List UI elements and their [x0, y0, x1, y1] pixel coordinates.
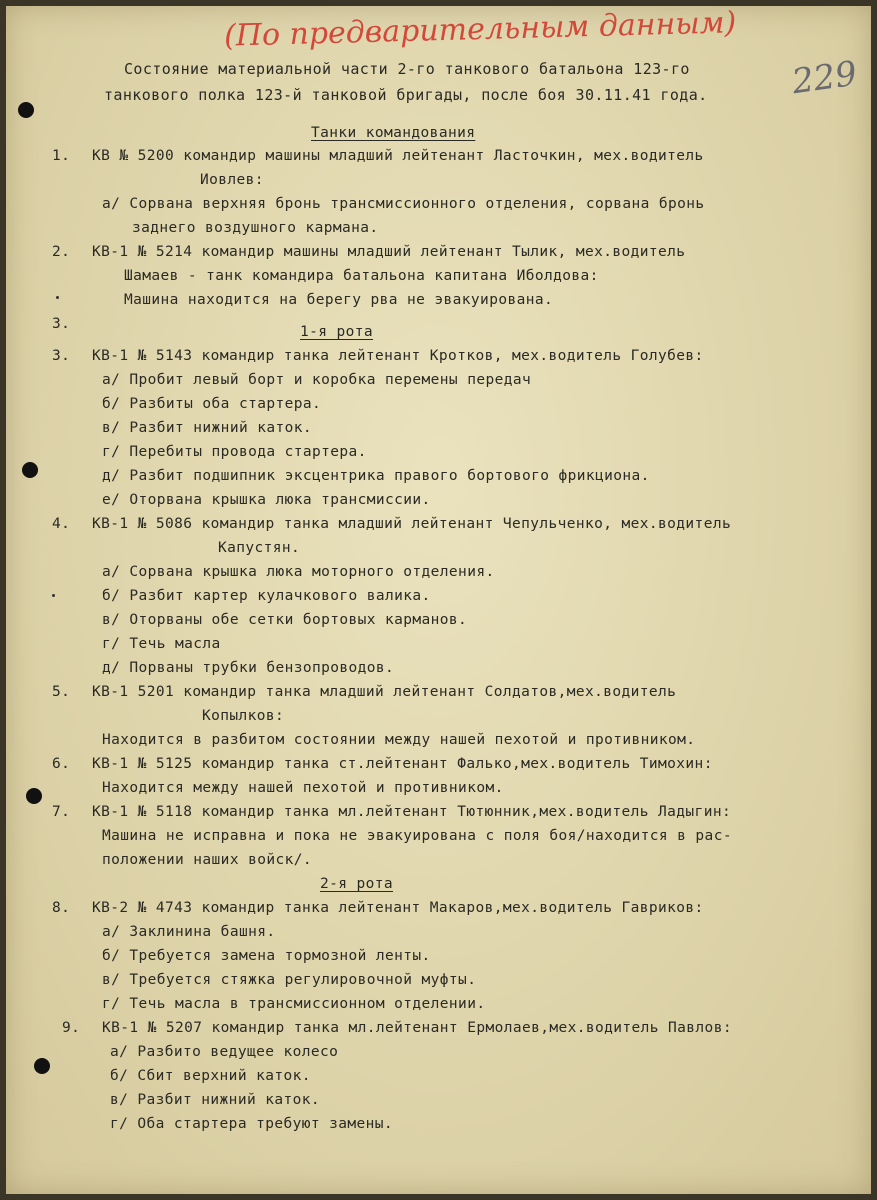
- document-line: Машина находится на берегу рва не эвакуирована.: [124, 292, 554, 308]
- item-number: 9.: [62, 1020, 81, 1036]
- document-line: а/ Сорвана крышка люка моторного отделения.: [102, 564, 495, 580]
- section-heading-command: Танки командования: [311, 125, 476, 141]
- item-number: 4.: [52, 516, 71, 532]
- document-line: КВ-1 № 5143 командир танка лейтенант Кротков, мех.водитель Голубев:: [92, 348, 704, 364]
- document-line: Копылков:: [202, 708, 285, 724]
- document-line: д/ Разбит подшипник эксцентрика правого бортового фрикциона.: [102, 468, 650, 484]
- document-line: д/ Порваны трубки бензопроводов.: [102, 660, 395, 676]
- document-line: положении наших войск/.: [102, 852, 312, 868]
- document-line: а/ Заклинина башня.: [102, 924, 276, 940]
- document-page: [6, 6, 871, 1194]
- document-line: б/ Требуется замена тормозной ленты.: [102, 948, 431, 964]
- document-line: г/ Оба стартера требуют замены.: [110, 1116, 394, 1132]
- document-line: г/ Течь масла в трансмиссионном отделении.: [102, 996, 486, 1012]
- document-line: в/ Требуется стяжка регулировочной муфты.: [102, 972, 477, 988]
- document-line: КВ-1 № 5086 командир танка младший лейтенант Чепульченко, мех.водитель: [92, 516, 732, 532]
- document-line: КВ-1 № 5118 командир танка мл.лейтенант Тютюнник,мех.водитель Ладыгин:: [92, 804, 732, 820]
- page-number: 229: [789, 53, 860, 103]
- ink-speck: [52, 594, 55, 597]
- document-line: б/ Сбит верхний каток.: [110, 1068, 311, 1084]
- ink-speck: [56, 296, 59, 299]
- document-line: а/ Пробит левый борт и коробка перемены передач: [102, 372, 532, 388]
- document-line: в/ Разбит нижний каток.: [110, 1092, 320, 1108]
- item-number: 1.: [52, 148, 71, 164]
- title-line-1: Состояние материальной части 2-го танкового батальона 123-го: [124, 60, 690, 78]
- document-line: г/ Течь масла: [102, 636, 221, 652]
- document-line: Находится в разбитом состоянии между нашей пехотой и противником.: [102, 732, 696, 748]
- section-heading-company-1: 1-я рота: [300, 324, 374, 340]
- document-line: Шамаев - танк командира батальона капитана Иболдова:: [124, 268, 599, 284]
- document-line: КВ № 5200 командир машины младший лейтенант Ласточкин, мех.водитель: [92, 148, 704, 164]
- punch-hole: [22, 462, 38, 478]
- document-line: а/ Сорвана верхняя бронь трансмиссионного отделения, сорвана бронь: [102, 196, 705, 212]
- document-line: в/ Оторваны обе сетки бортовых карманов.: [102, 612, 468, 628]
- title-line-2: танкового полка 123-й танковой бригады, после боя 30.11.41 года.: [104, 86, 708, 104]
- document-line: Машина не исправна и пока не эвакуирована с поля боя/находится в рас-: [102, 828, 732, 844]
- document-line: КВ-1 № 5214 командир машины младший лейтенант Тылик, мех.водитель: [92, 244, 686, 260]
- document-line: Находится между нашей пехотой и противником.: [102, 780, 504, 796]
- item-number: 8.: [52, 900, 71, 916]
- handwritten-note: (По предварительным данным): [223, 5, 737, 54]
- document-line: г/ Перебиты провода стартера.: [102, 444, 367, 460]
- document-line: КВ-1 № 5207 командир танка мл.лейтенант Ермолаев,мех.водитель Павлов:: [102, 1020, 732, 1036]
- document-line: е/ Оторвана крышка люка трансмиссии.: [102, 492, 431, 508]
- document-line: Капустян.: [218, 540, 301, 556]
- item-number: 5.: [52, 684, 71, 700]
- document-line: КВ-1 № 5125 командир танка ст.лейтенант Фалько,мех.водитель Тимохин:: [92, 756, 713, 772]
- item-number: 3.: [52, 348, 71, 364]
- punch-hole: [34, 1058, 50, 1074]
- document-line: КВ-2 № 4743 командир танка лейтенант Макаров,мех.водитель Гавриков:: [92, 900, 704, 916]
- item-number: 3.: [52, 316, 71, 332]
- punch-hole: [26, 788, 42, 804]
- document-line: б/ Разбит картер кулачкового валика.: [102, 588, 431, 604]
- item-number: 2.: [52, 244, 71, 260]
- document-line: в/ Разбит нижний каток.: [102, 420, 312, 436]
- item-number: 6.: [52, 756, 71, 772]
- section-heading-company-2: 2-я рота: [320, 876, 394, 892]
- item-number: 7.: [52, 804, 71, 820]
- document-line: КВ-1 5201 командир танка младший лейтенант Солдатов,мех.водитель: [92, 684, 677, 700]
- document-line: заднего воздушного кармана.: [132, 220, 379, 236]
- document-line: а/ Разбито ведущее колесо: [110, 1044, 339, 1060]
- punch-hole: [18, 102, 34, 118]
- document-line: б/ Разбиты оба стартера.: [102, 396, 322, 412]
- document-line: Иовлев:: [200, 172, 264, 188]
